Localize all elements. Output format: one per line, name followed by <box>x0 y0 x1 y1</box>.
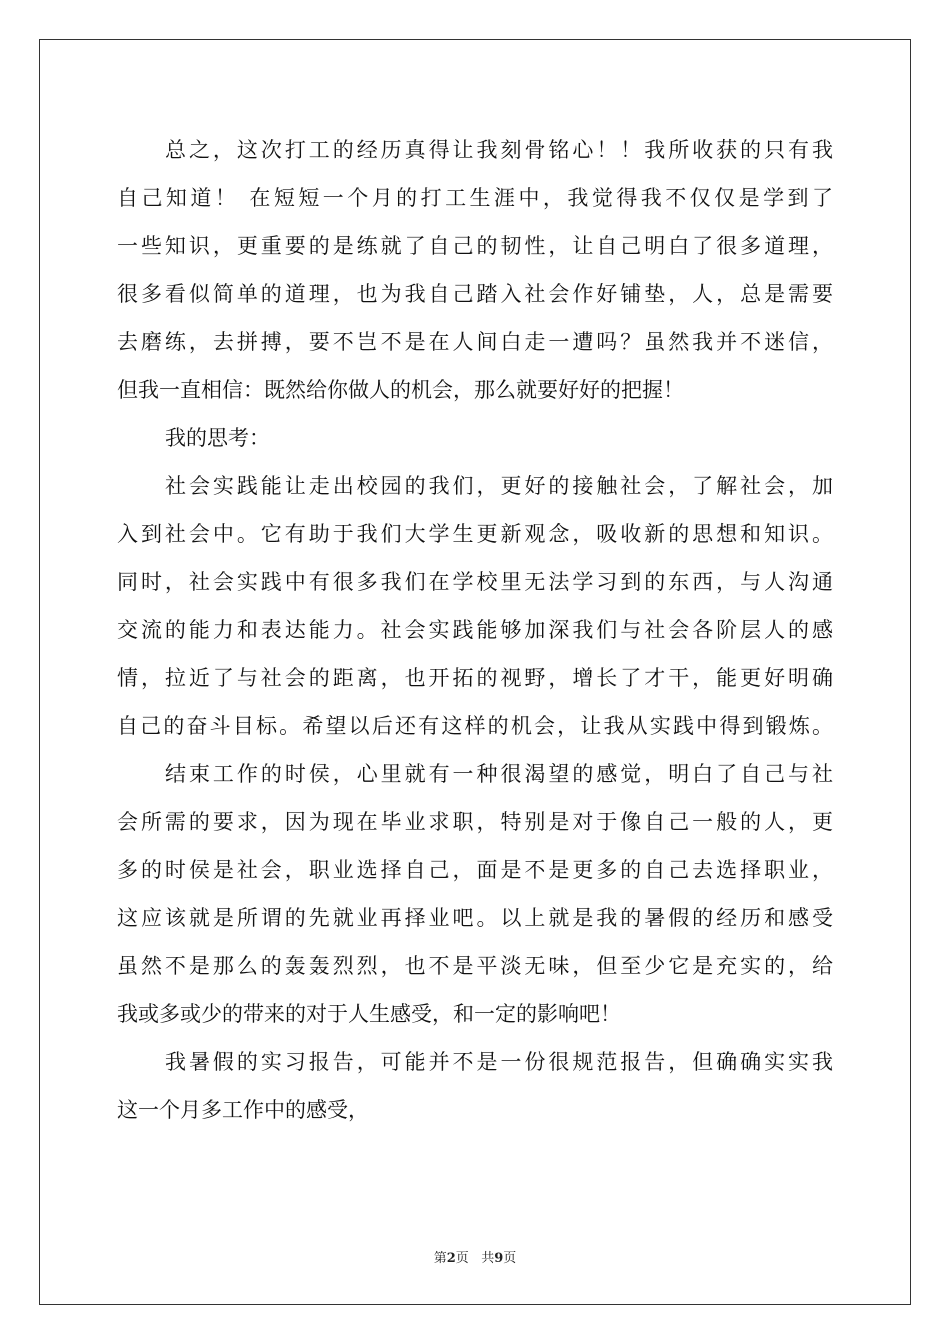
text-line: 虽然不是那么的轰轰烈烈，也不是平淡无味，但至少它是充实的，给 <box>117 954 833 978</box>
text-line: 多的时侯是社会，职业选择自己，面是不是更多的自己去选择职业， <box>117 858 833 882</box>
text-line: 同时，社会实践中有很多我们在学校里无法学习到的东西，与人沟通 <box>117 570 833 594</box>
text-line: 入到社会中。它有助于我们大学生更新观念，吸收新的思想和知识。 <box>117 522 833 546</box>
text-line: 总之，这次打工的经历真得让我刻骨铭心！！我所收获的只有我 <box>165 138 833 162</box>
text-line: 这应该就是所谓的先就业再择业吧。以上就是我的暑假的经历和感受 <box>117 906 833 930</box>
text-line: 自己知道！ 在短短一个月的打工生涯中，我觉得我不仅仅是学到了 <box>117 186 833 210</box>
text-line: 这一个月多工作中的感受， <box>117 1098 369 1122</box>
text-line: 去磨练，去拼搏，要不岂不是在人间白走一遭吗？虽然我并不迷信， <box>117 330 833 354</box>
total-pages: 9 <box>494 1251 504 1266</box>
total-prefix: 共 <box>481 1251 495 1266</box>
text-line: 结束工作的时侯，心里就有一种很渴望的感觉，明白了自己与社 <box>165 762 833 786</box>
page-footer <box>0 1247 950 1266</box>
page-suffix: 页 <box>455 1251 469 1266</box>
text-line: 会所需的要求，因为现在毕业求职，特别是对于像自己一般的人，更 <box>117 810 833 834</box>
text-line: 我或多或少的带来的对于人生感受，和一定的影响吧！ <box>117 1002 621 1026</box>
page-number: 2 <box>446 1251 456 1266</box>
text-line: 社会实践能让走出校园的我们，更好的接触社会，了解社会，加 <box>165 474 833 498</box>
text-line: 但我一直相信：既然给你做人的机会，那么就要好好的把握！ <box>117 378 684 402</box>
text-line: 很多看似简单的道理，也为我自己踏入社会作好铺垫，人，总是需要 <box>117 282 833 306</box>
page-prefix: 第 <box>433 1251 447 1266</box>
text-line: 自己的奋斗目标。希望以后还有这样的机会，让我从实践中得到锻炼。 <box>117 714 833 738</box>
text-line: 我暑假的实习报告，可能并不是一份很规范报告，但确确实实我 <box>165 1050 833 1074</box>
document-body <box>117 126 833 1134</box>
text-line: 一些知识，更重要的是练就了自己的韧性，让自己明白了很多道理， <box>117 234 833 258</box>
text-line: 情，拉近了与社会的距离，也开拓的视野，增长了才干，能更好明确 <box>117 666 833 690</box>
section-heading: 我的思考： <box>165 426 270 450</box>
text-line: 交流的能力和表达能力。社会实践能够加深我们与社会各阶层人的感 <box>117 618 833 642</box>
total-suffix: 页 <box>503 1251 517 1266</box>
